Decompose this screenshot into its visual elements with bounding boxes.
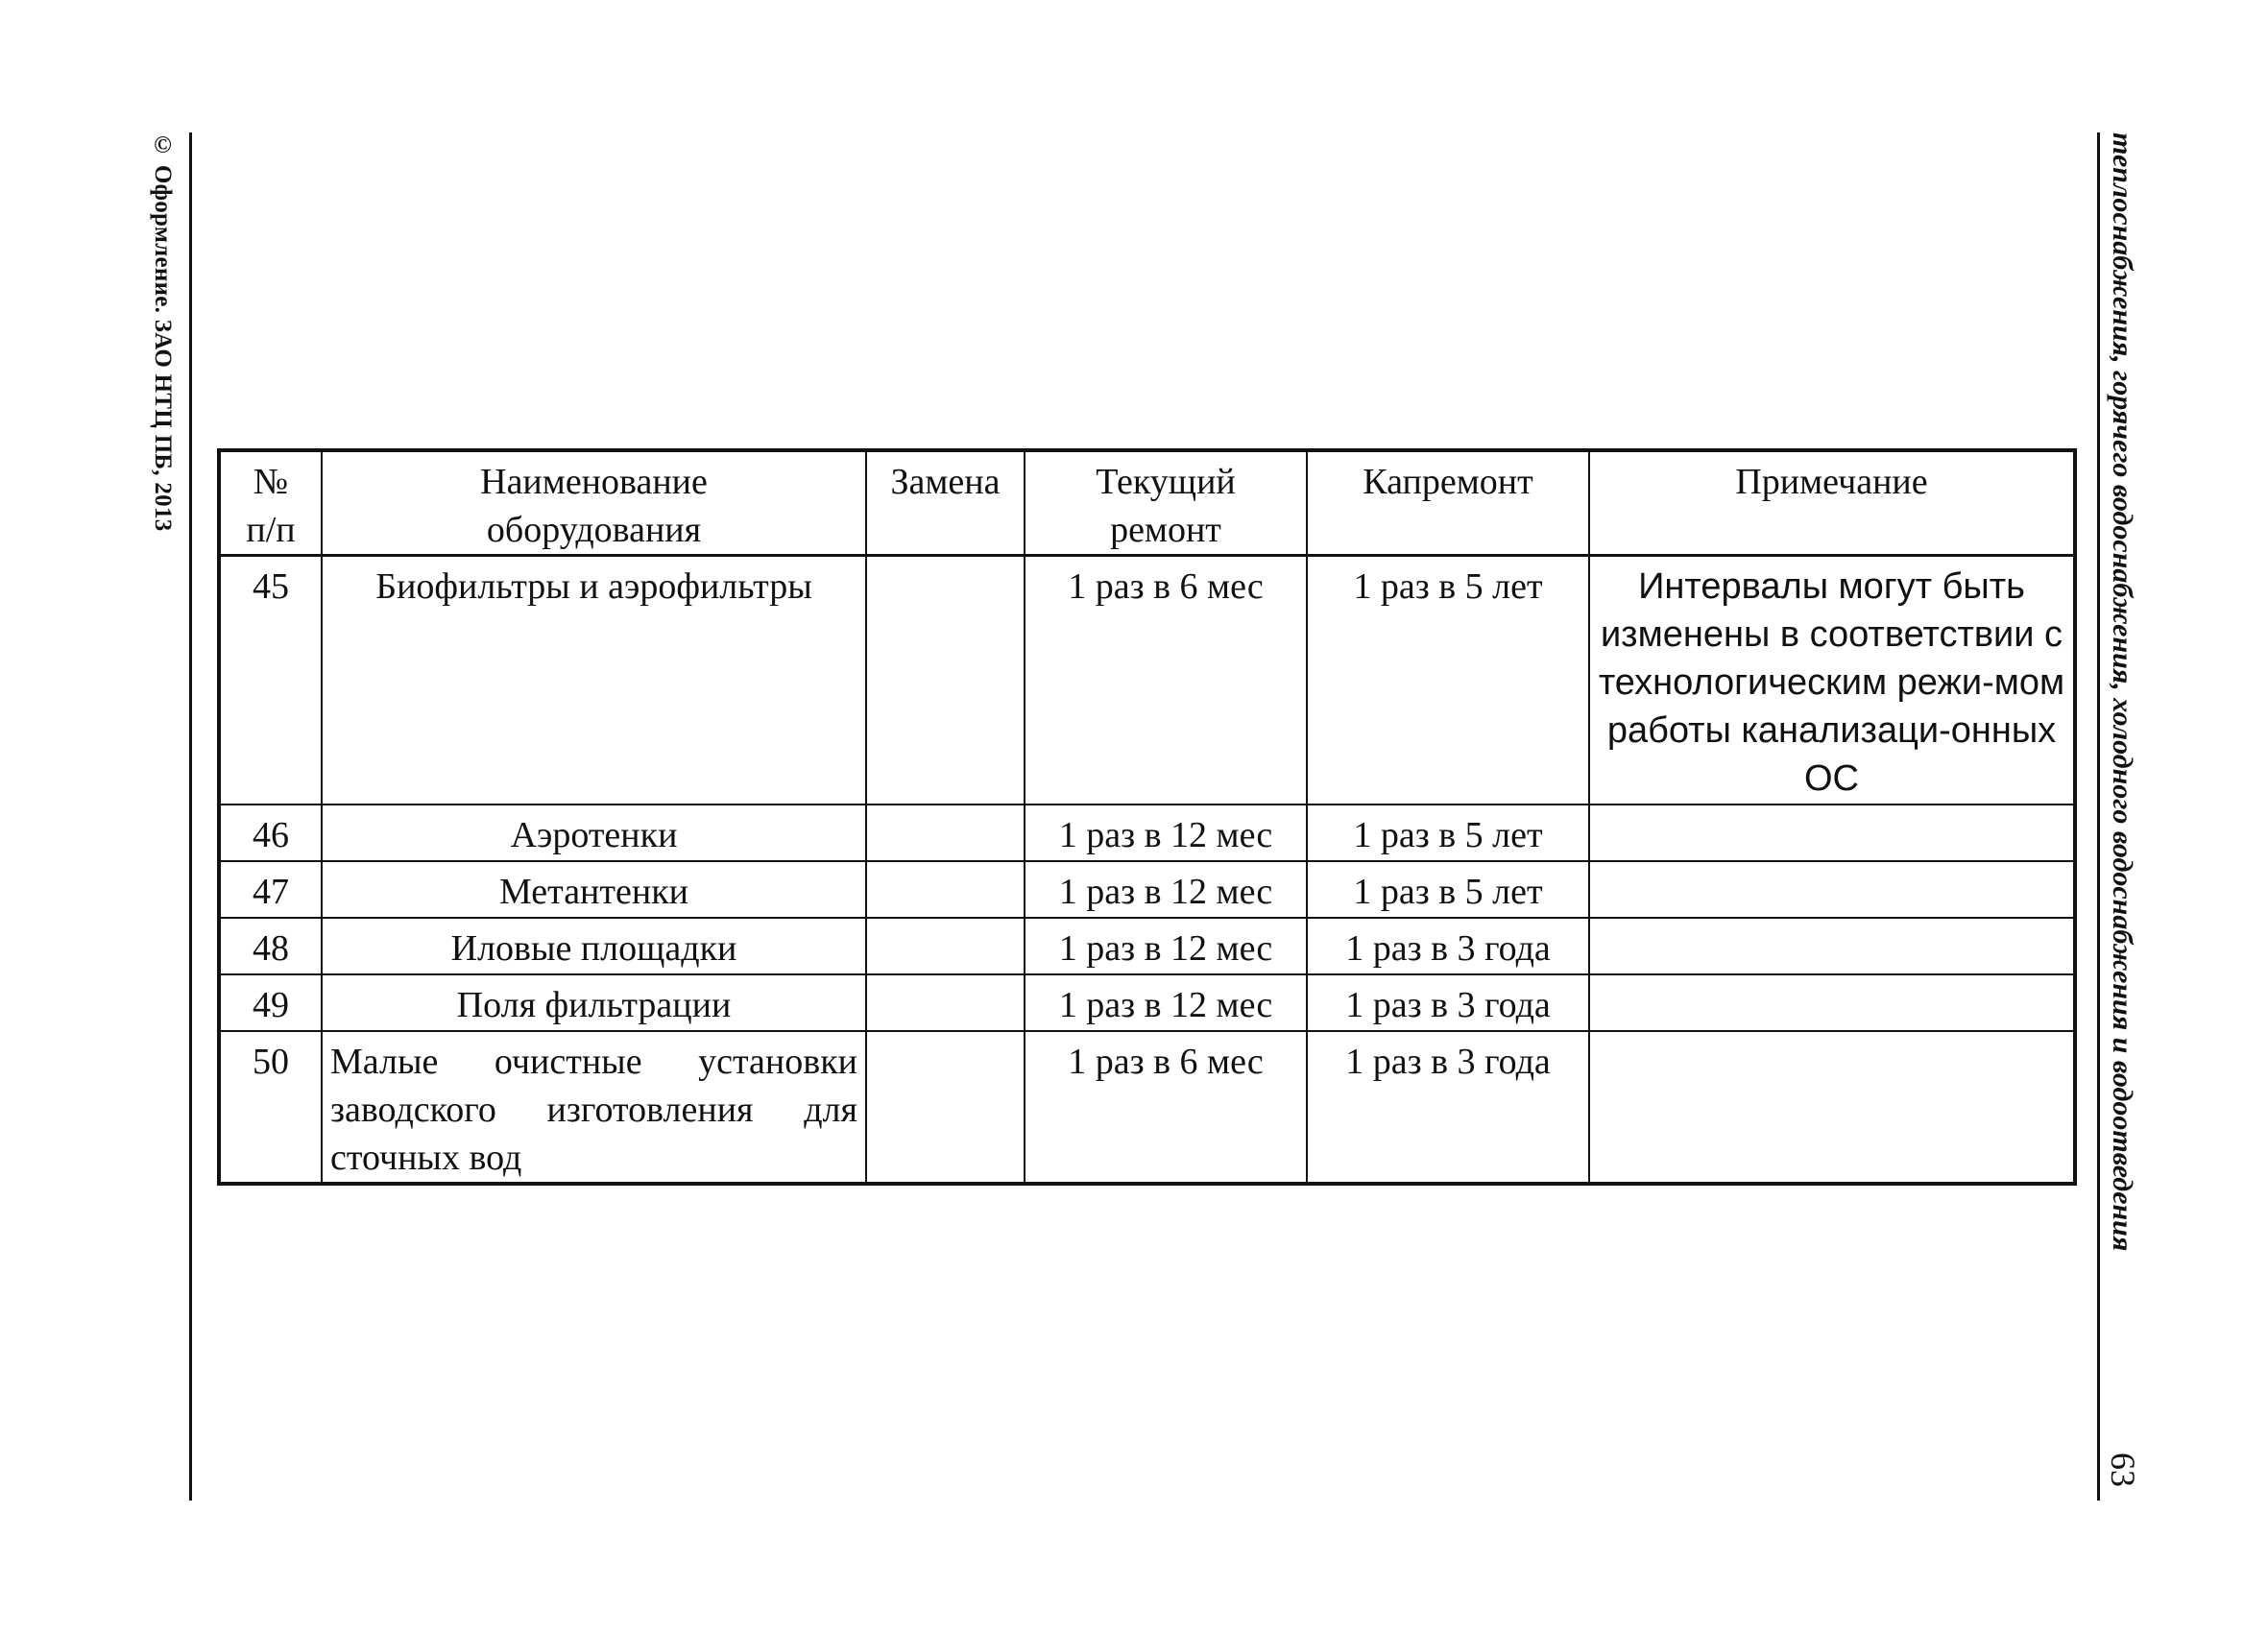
table-row [219,804,2075,861]
row-name: Аэротенки [322,804,866,861]
row-name: Поля фильтрации [322,974,866,1031]
row-note [1589,861,2075,918]
row-current: 1 раз в 6 мес [1025,1031,1307,1184]
row-capital: 1 раз в 3 года [1307,974,1589,1031]
running-header: теплоснабжения, горячего водоснабжения, холодного водоснабжения и водоотведения [2107,132,2138,1252]
table-row [219,1031,2075,1184]
side-credit: © Оформление. ЗАО НТЦ ПБ, 2013 [150,132,176,532]
row-current: 1 раз в 12 мес [1025,974,1307,1031]
row-num: 48 [219,918,322,974]
row-replace [866,1031,1025,1184]
row-capital: 1 раз в 5 лет [1307,556,1589,805]
row-replace [866,804,1025,861]
row-capital: 1 раз в 3 года [1307,918,1589,974]
row-current: 1 раз в 12 мес [1025,861,1307,918]
row-name: Малые очистные установки заводского изготовления для сточных вод [322,1031,866,1184]
maintenance-table [217,448,2077,1186]
header-num-line1: № [253,462,289,502]
header-num-line2: п/п [246,510,296,550]
header-name [322,450,866,556]
row-note: Интервалы могут быть изменены в соответствии с технологическим режи-мом работы канализаци-онных ОС [1589,556,2075,805]
header-current [1025,450,1307,556]
header-replace: Замена [866,450,1025,556]
row-current: 1 раз в 6 мес [1025,556,1307,805]
table-row [219,861,2075,918]
table-row [219,556,2075,805]
header-name-line2: оборудования [486,510,702,550]
header-num [219,450,322,556]
page-number: 63 [2104,1453,2142,1487]
header-current-line2: ремонт [1110,510,1221,550]
row-name: Биофильтры и аэрофильтры [322,556,866,805]
row-replace [866,861,1025,918]
left-margin-rule [189,132,192,1501]
row-replace [866,974,1025,1031]
row-capital: 1 раз в 5 лет [1307,861,1589,918]
row-replace [866,556,1025,805]
row-note [1589,804,2075,861]
table-row [219,918,2075,974]
row-num: 47 [219,861,322,918]
header-note: Примечание [1589,450,2075,556]
row-num: 46 [219,804,322,861]
right-margin-rule [2097,132,2100,1501]
row-name: Иловые площадки [322,918,866,974]
row-note [1589,1031,2075,1184]
row-num: 49 [219,974,322,1031]
row-note [1589,918,2075,974]
header-capital: Капремонт [1307,450,1589,556]
row-num: 45 [219,556,322,805]
row-name: Метантенки [322,861,866,918]
row-capital: 1 раз в 5 лет [1307,804,1589,861]
row-current: 1 раз в 12 мес [1025,918,1307,974]
row-replace [866,918,1025,974]
row-note [1589,974,2075,1031]
row-num: 50 [219,1031,322,1184]
table-header-row [219,450,2075,556]
header-current-line1: Текущий [1096,462,1236,502]
row-current: 1 раз в 12 мес [1025,804,1307,861]
header-name-line1: Наименование [480,462,708,502]
table-row [219,974,2075,1031]
row-capital: 1 раз в 3 года [1307,1031,1589,1184]
